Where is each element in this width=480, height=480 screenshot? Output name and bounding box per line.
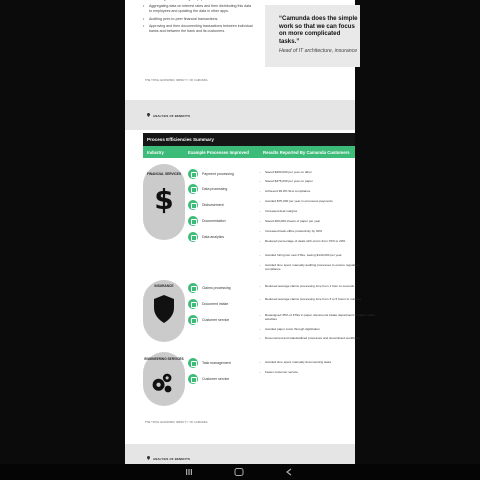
- table-row: ENGINEERING SERVICES Task management Customer service – Avoided time spent manually documenting tasks – Faster customer service: [143, 352, 355, 412]
- customer-icon: [188, 374, 198, 384]
- result-item: – Increased deal margins: [265, 210, 375, 214]
- bullet-item: • Approving and then documenting transactions between individual banks and between the bank and its customers.: [143, 24, 253, 34]
- industry-badge: [143, 164, 185, 240]
- location-pin-icon: [147, 113, 150, 117]
- table-header: [143, 146, 355, 158]
- process-icon: [188, 200, 198, 210]
- result-item: – Saved $300,000 per year on labor: [265, 171, 375, 175]
- process-icon: [188, 169, 198, 179]
- dollar-icon: [152, 184, 176, 214]
- shield-icon: [152, 294, 176, 324]
- result-item: – Reduced average claims processing time from 3 to 5 hours to minutes: [265, 298, 375, 302]
- document-page[interactable]: [125, 0, 375, 480]
- result-item: – Reassigned 35% of FTEs in paper documents intake department to higher value activities: [265, 314, 375, 322]
- quote-author: Head of IT architecture, insurance: [279, 48, 358, 54]
- page-footer: THE TOTAL ECONOMIC IMPACT™ OF CAMUNDA: [145, 79, 208, 82]
- result-item: – Avoided $75,000 per year in erroneous payments: [265, 200, 375, 204]
- industry-label: ENGINEERING SERVICES: [144, 357, 184, 361]
- result-item: – Saved $375,000 per year on paper: [265, 180, 375, 184]
- document-icon: [188, 299, 198, 309]
- result-item: – Avoided time spent manually documenting tasks: [265, 361, 375, 365]
- industry-badge: [143, 280, 185, 342]
- quote-text: “Camunda does the simple work so that we can focus on more complicated tasks.”: [279, 15, 358, 45]
- bullet-item: [143, 0, 253, 2]
- gears-icon: [150, 368, 174, 398]
- bullet-item: • Auditing peer-to-peer financial transactions.: [143, 17, 253, 22]
- table-title: Process Efficiencies Summary: [143, 133, 355, 146]
- result-item: – Documented and standardized processes and streamlined workflows: [265, 337, 375, 341]
- location-pin-icon: [147, 456, 150, 460]
- col-results: Results Reported By Camunda Customers: [263, 150, 350, 155]
- top-section: [125, 0, 358, 95]
- page-footer: THE TOTAL ECONOMIC IMPACT™ OF CAMUNDA: [145, 421, 208, 424]
- check-icon: [188, 184, 198, 194]
- document-icon: [188, 216, 198, 226]
- result-item: – Increased back-office productivity by 30%: [265, 230, 375, 234]
- benefit-bullets: [143, 0, 253, 36]
- industry-label: FINANCIAL SERVICES: [146, 172, 182, 176]
- home-icon[interactable]: [234, 468, 244, 476]
- left-margin: [0, 0, 125, 480]
- svg-text:$: $: [154, 183, 174, 216]
- customer-icon: [188, 315, 198, 325]
- result-item: – Achieved 99.9% SLA compliance: [265, 190, 375, 194]
- industry-badge: [143, 352, 185, 406]
- result-item: – Saved 600,000 sheets of paper per year: [265, 220, 375, 224]
- analytics-icon: [188, 232, 198, 242]
- quote-box: [265, 5, 360, 67]
- section-band: [125, 100, 355, 130]
- claims-icon: [188, 283, 198, 293]
- table-row: FINANCIAL SERVICES $ Payment processing Data processing Disbursement Documentation Data analytics – Saved $300,000 per year on labor – Saved $375,000 per year on paper – Achieved 99.9% SLA compliance – Avoided $75,000 per year in erroneous payments – Increased deal margins – Saved 600,000 sheets of paper per year – Increased back-office productivity by 30% – Reduced percentage of deals with errors from 70% to 20% – Avoided hiring two new FTEs, saving $140,000 per year – Avoided time spent manually auditing processes to ensure regulatory compliance: [143, 158, 355, 278]
- industry-label: INSURANCE: [154, 284, 174, 288]
- system-navigation-bar: [0, 464, 480, 480]
- result-item: – Reduced percentage of deals with errors from 70% to 20%: [265, 240, 375, 244]
- recent-apps-icon[interactable]: [185, 468, 193, 476]
- result-item: – Avoided paper costs through digitization: [265, 328, 375, 332]
- bullet-item: • Aggregating data on interest rates and then distributing this data to employees and updating the data in other apps.: [143, 4, 253, 14]
- section-label: ANALYSIS OF BENEFITS: [153, 114, 191, 118]
- result-item: – Avoided hiring two new FTEs, saving $140,000 per year: [265, 254, 375, 258]
- task-icon: [188, 358, 198, 368]
- result-item: – Avoided time spent manually auditing processes to ensure regulatory compliance: [265, 264, 375, 272]
- back-icon[interactable]: [285, 468, 293, 476]
- col-examples: Example Processes Improved: [188, 150, 249, 155]
- table-row: INSURANCE Claims processing Document intake Customer service – Reduced average claims processing time from 1 hour to seconds – Reduced average claims processing time from 3 to 5 hours to minutes – Reassigned 35% of FTEs in paper documents intake department to higher value activities – Avoided paper costs through digitization – Documented and standardized processes and streamlined workflows: [143, 278, 355, 350]
- col-industry: Industry: [147, 150, 164, 155]
- result-item: – Reduced average claims processing time from 1 hour to seconds: [265, 285, 375, 289]
- result-item: – Faster customer service: [265, 371, 375, 375]
- section-label: ANALYSIS OF BENEFITS: [153, 457, 191, 461]
